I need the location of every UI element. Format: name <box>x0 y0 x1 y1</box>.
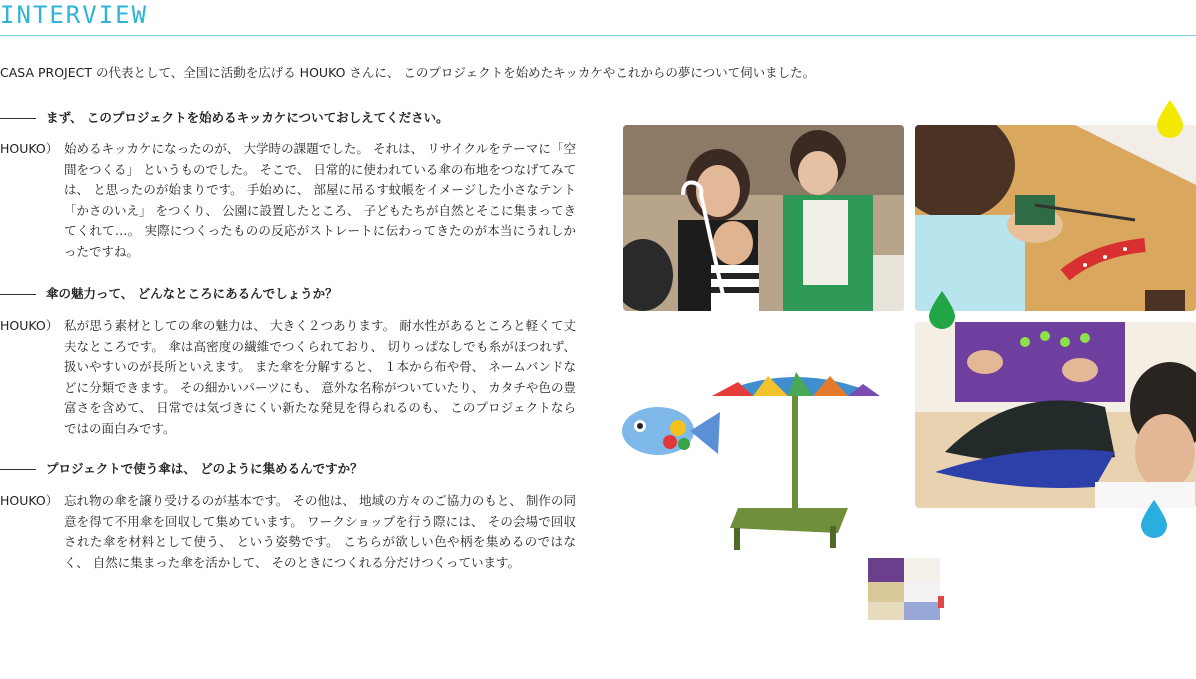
answer-text: 始めるキッカケになったのが、 大学時の課題でした。 それは、 リサイクルをテーマに「空間をつくる」 というものでした。 そこで、 日常的に使われている傘の布地をつなげてみては、 と思ったのが始まりです。 手始めに、 部屋に吊るす蚊帳をイメージした小さなテント 「かさのいえ」 をつくり、 公園に設置したところ、 子どもたちが自然とそこに集まってきてくれて…。 実際につくったものの反応がストレートに伝わってきたのが本当にうれしかったですね。 <box>64 141 576 259</box>
photo-child-crafting <box>915 125 1196 311</box>
photo-workshop-people <box>623 125 904 311</box>
question-text: まず、 このプロジェクトを始めるキッカケについておしえてください。 <box>46 110 449 125</box>
title-divider <box>0 35 1196 36</box>
question-2 <box>0 284 338 304</box>
answer-3 <box>0 491 580 573</box>
question-text: プロジェクトで使う傘は、 どのように集めるんですか？ <box>46 461 363 476</box>
answer-text: 私が思う素材としての傘の魅力は、 大きく２つあります。 耐水性があるところと軽くて丈夫なところです。 傘は高密度の繊維でつくられており、 切りっぱなしでも糸がほつれず、 扱いやすいのが長所といえます。 また傘を分解すると、 １本から布や骨、 ネームバンドなどに分類できます。 その細かいパーツにも、 意外な名称がついていたり、 カタチや色の豊富さを含めて、 日常では気づきにくい新たな発見を得られるのも、 このプロジェクトならではの面白みです。 <box>64 318 576 436</box>
answer-2 <box>0 316 580 440</box>
speaker-label: HOUKO） <box>0 493 59 508</box>
speaker-label: HOUKO） <box>0 141 59 156</box>
water-drop-icon <box>929 291 955 329</box>
question-text: 傘の魅力って、 どんなところにあるんでしょうか？ <box>46 286 338 301</box>
answer-text: 忘れ物の傘を譲り受けるのが基本です。 その他は、 地域の方々のご協力のもと、 制作の同意を得て不用傘を回収して集めています。 ワークショップを行う際には、 その会場で回収された傘を材料として使う、 という姿勢です。 こちらが欲しい色や柄を集めるのではなく、 自然に集まった傘を活かして、 そのときにつくれる分だけつくっています。 <box>64 493 576 570</box>
question-dash <box>0 469 36 470</box>
speaker-label: HOUKO） <box>0 318 59 333</box>
water-drop-icon <box>1157 100 1183 138</box>
patchwork-pouch-image <box>866 556 944 622</box>
photo-children-sewing <box>915 322 1196 508</box>
page-title: INTERVIEW <box>0 1 149 29</box>
water-drop-icon <box>1141 500 1167 538</box>
fish-plush-image <box>618 398 722 464</box>
question-1 <box>0 108 449 128</box>
question-dash <box>0 294 36 295</box>
intro-text: CASA PROJECT の代表として、全国に活動を広げる HOUKO さんに、 このプロジェクトを始めたキッカケやこれからの夢について伺いました。 <box>0 65 816 80</box>
answer-1 <box>0 139 580 263</box>
umbrella-bench-image <box>708 368 884 554</box>
question-dash <box>0 118 36 119</box>
question-3 <box>0 459 363 479</box>
